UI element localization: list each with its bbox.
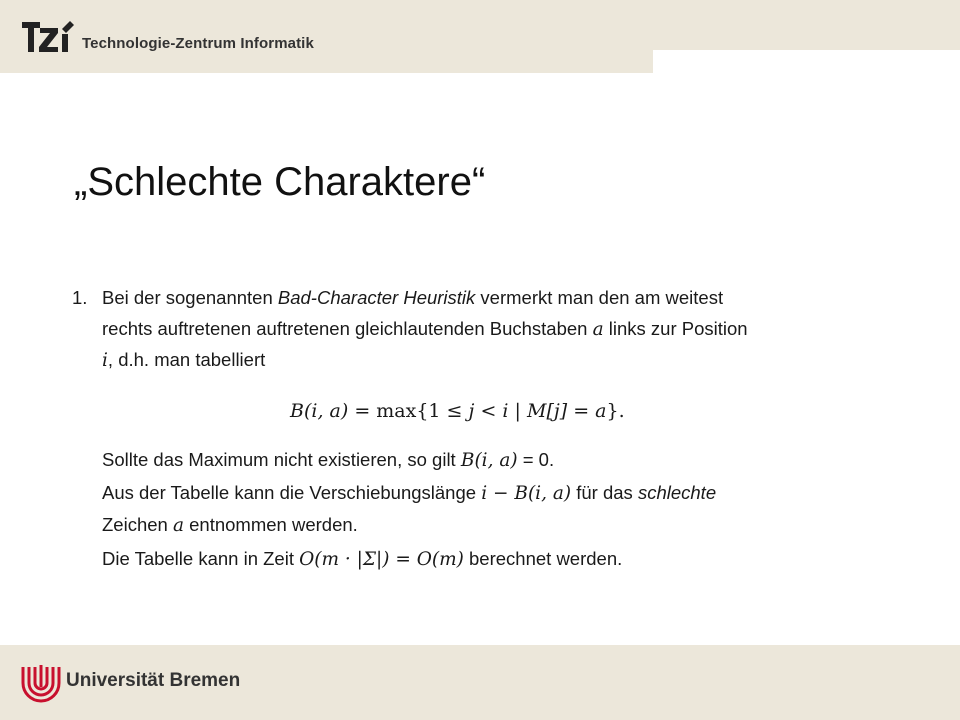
formula-part: }. [606,400,625,422]
formula-part: M[j] [526,400,568,422]
formula-part: < [474,400,503,422]
text-segment: berechnet werden. [463,548,623,569]
formula-part: a [595,400,607,422]
emphasis-term: Bad-Character Heuristik [277,287,476,308]
text-line-7 [102,543,622,575]
text-segment: , d.h. man tabelliert [107,349,266,370]
math-expression: O(m) [416,549,464,570]
university-seal-icon [20,661,62,703]
slide-title: „Schlechte Charaktere“ [74,160,486,204]
formula-part: = max{1 ≤ [348,400,469,422]
formula-part: = [567,400,596,422]
text-segment: = 0. [517,449,555,470]
text-segment: Zeichen [102,514,173,535]
math-expression: i − B(i, a) [481,483,572,504]
text-segment: Die Tabelle kann in Zeit [102,548,300,569]
university-name: Universität Bremen [66,670,241,691]
text-segment: Aus der Tabelle kann die Verschiebungslänge [102,482,482,503]
text-segment: entnommen werden. [184,514,358,535]
formula-part: | [508,400,527,422]
emphasis-term: schlechte [637,482,717,503]
formula-part: i [502,400,509,422]
formula-lhs: B(i, a) [290,400,349,422]
text-line-3 [102,344,265,376]
math-expression: O(m · |Σ|) [299,549,390,570]
text-line-5 [102,477,716,509]
math-variable: a [172,515,184,536]
text-line-6 [102,509,358,541]
display-formula [290,396,625,427]
text-segment: rechts auftretenen auftretenen gleichlautenden Buchstaben [102,318,593,339]
math-variable: i [102,350,108,371]
text-segment: vermerkt man den am weitest [475,287,724,308]
list-number: 1. [72,287,88,308]
text-segment: Bei der sogenannten [102,287,278,308]
text-line-2 [102,313,748,345]
header-white-block [653,50,960,73]
math-expression: B(i, a) [460,450,518,471]
formula-part: j [468,400,475,422]
text-segment: links zur Position [603,318,748,339]
text-line-4 [102,444,554,476]
text-segment: = [389,549,417,570]
math-variable: a [592,319,604,340]
text-segment: für das [571,482,638,503]
institute-name: Technologie-Zentrum Informatik [82,35,314,52]
text-segment: Sollte das Maximum nicht existieren, so gilt [102,449,461,470]
text-line-1 [102,282,723,313]
tzi-logo-icon [22,20,74,54]
